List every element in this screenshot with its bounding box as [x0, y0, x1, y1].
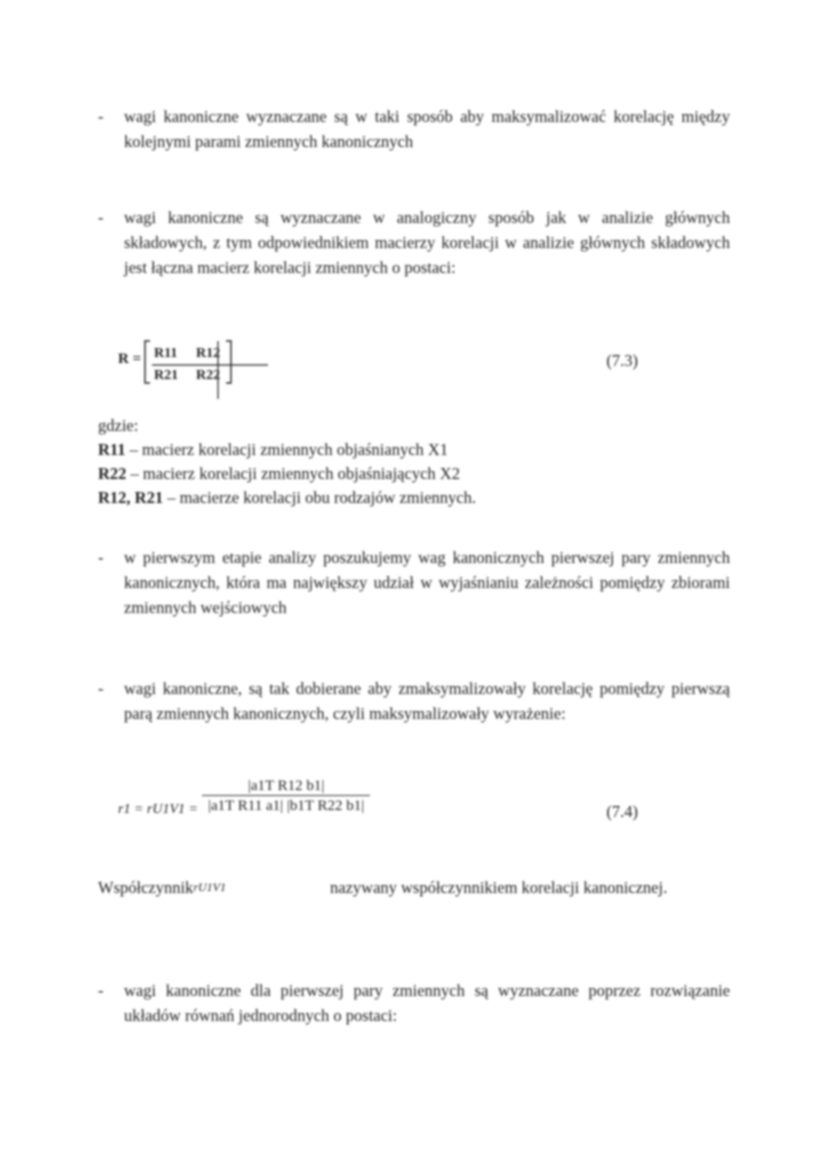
bullet-text: wagi kanoniczne wyznaczane są w taki sposób aby maksymalizować korelację między kolejnymi parami zmiennych kanonicznych: [124, 107, 730, 151]
bullet-5: [98, 978, 730, 1028]
coefficient-tail: nazywany współczynnikiem korelacji kanonicznej.: [330, 878, 668, 897]
definition-symbol: R11: [98, 440, 126, 459]
definition-r22: [98, 462, 730, 486]
definition-symbol: R22: [98, 464, 127, 483]
matrix-r11: R11: [154, 346, 178, 361]
bullet-dash: -: [98, 107, 104, 126]
bullet-dash: -: [98, 208, 104, 227]
bullet-2: [98, 205, 730, 280]
definition-r12-r21: [98, 486, 730, 510]
equation-number: (7.4): [606, 802, 638, 821]
bullet-3: [98, 545, 730, 620]
definitions-intro: gdzie:: [98, 416, 139, 435]
bullet-dash: -: [98, 548, 104, 567]
definition-text: – macierz korelacji zmiennych objaśniających X2: [126, 464, 460, 483]
matrix-formula: [118, 335, 288, 399]
definition-text: – macierz korelacji zmiennych objaśnianych X1: [125, 440, 449, 459]
bullet-4: [98, 676, 730, 726]
correlation-lhs: r1 = rU1V1 =: [118, 802, 198, 817]
bullet-text: wagi kanoniczne dla pierwszej pary zmiennych są wyznaczane poprzez rozwiązanie układów równań jednorodnych o postaci:: [124, 981, 730, 1025]
matrix-r21: R21: [154, 368, 179, 383]
equation-7-4: [118, 778, 638, 848]
coefficient-lead: Współczynnik: [98, 878, 194, 897]
correlation-fraction: [202, 778, 370, 815]
bullet-1: [98, 104, 730, 154]
definition-symbol: R12, R21: [98, 488, 164, 507]
equation-number: (7.3): [606, 351, 638, 370]
bullet-text: wagi kanoniczne są wyznaczane w analogiczny sposób jak w analizie głównych składowych, z tym odpowiednikiem macierzy korelacji w analizie głównych składowych jest łączna macierz korelacji zmiennych o postaci:: [124, 208, 730, 277]
bullet-text: w pierwszym etapie analizy poszukujemy wag kanonicznych pierwszej pary zmiennych kanonicznych, która ma największy udział w wyjaśnianiu zależności pomiędzy zbiorami zmiennych wejściowych: [124, 548, 730, 617]
fraction-numerator: |a1T R12 b1|: [247, 778, 325, 794]
definition-r11: [98, 438, 730, 462]
definition-text: – macierze korelacji obu rodzajów zmiennych.: [163, 488, 476, 507]
definitions: [98, 414, 730, 510]
bullet-dash: -: [98, 679, 104, 698]
equation-7-3: [118, 335, 638, 395]
fraction-denominator: |a1T R11 a1| |b1T R22 b1|: [202, 795, 370, 815]
matrix-r22: R22: [196, 368, 221, 383]
coefficient-symbol: rU1V1: [193, 880, 226, 894]
matrix-r12: R12: [196, 346, 221, 361]
bullet-text: wagi kanoniczne, są tak dobierane aby zmaksymalizowały korelację pomiędzy pierwszą parą zmiennych kanonicznych, czyli maksymalizowały wyrażenie:: [124, 679, 730, 723]
matrix-lhs: R =: [118, 351, 142, 367]
bullet-dash: -: [98, 981, 104, 1000]
